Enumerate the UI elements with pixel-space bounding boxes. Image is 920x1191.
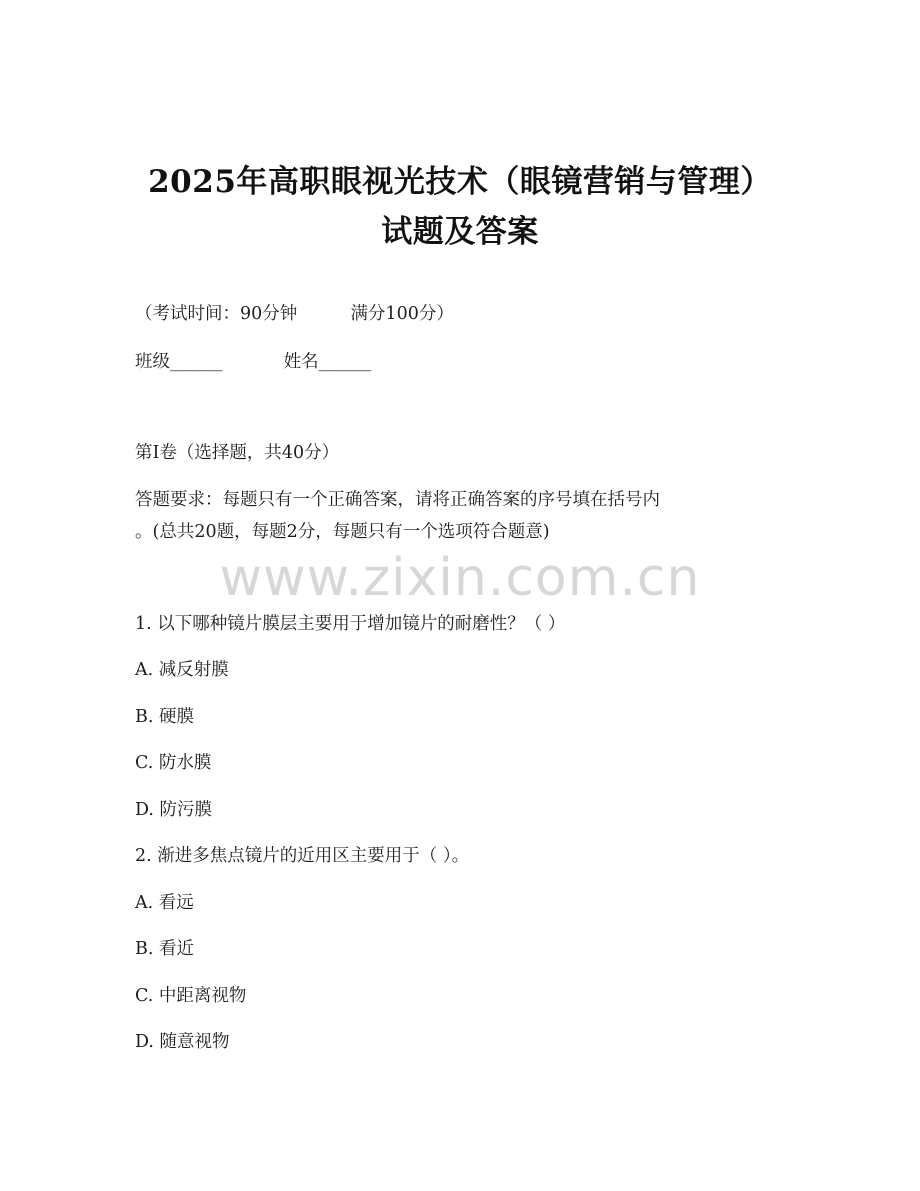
watermark: www.zixin.com.cn: [219, 548, 701, 608]
option-d: D. 随意视物: [135, 1032, 230, 1052]
instructions-line-1: 答题要求：每题只有一个正确答案，请将正确答案的序号填在括号内: [135, 490, 660, 510]
option-b: B. 看近: [135, 939, 194, 959]
full-score: 满分100分）: [350, 304, 454, 324]
option-a: A. 看远: [135, 893, 194, 913]
name-field: 姓名______: [283, 352, 372, 372]
section-title: 第I卷（选择题，共40分）: [135, 443, 340, 463]
student-info-line: [135, 350, 371, 374]
option-c: C. 防水膜: [135, 753, 212, 773]
option-a: A. 减反射膜: [135, 660, 229, 680]
exam-info-line: [135, 302, 454, 326]
option-d: D. 防污膜: [135, 800, 213, 820]
option-b: B. 硬膜: [135, 707, 194, 727]
title-line-2: 试题及答案: [381, 214, 539, 250]
instructions-line-2: 。(总共20题，每题2分，每题只有一个选项符合题意): [135, 522, 550, 542]
title-line-1: 2025年高职眼视光技术（眼镜营销与管理）: [148, 164, 772, 200]
exam-time: （考试时间：90分钟: [135, 304, 298, 324]
class-field: 班级______: [135, 352, 223, 372]
question-stem: 1. 以下哪种镜片膜层主要用于增加镜片的耐磨性？（ ）: [135, 614, 566, 634]
option-c: C. 中距离视物: [135, 986, 247, 1006]
question-stem: 2. 渐进多焦点镜片的近用区主要用于（ ）。: [135, 846, 470, 866]
